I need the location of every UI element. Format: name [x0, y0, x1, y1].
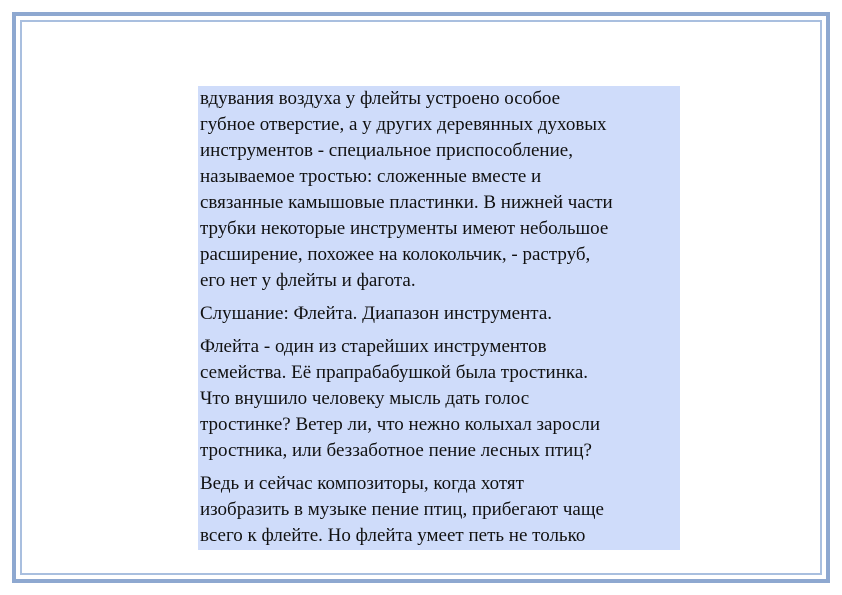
paragraph-flute-construction: вдувания воздуха у флейты устроено особое губное отверстие, а у других деревянных духовых инструментов - специальное приспособление, называемое тростью: сложенные вместе и связанные камышовые пластинки. В нижней части трубки некоторые инструменты имеют небольшое расширение, похожее на колокольчик, - раструб, его нет у флейты и фагота. — [200, 88, 613, 291]
paragraph-composers: Ведь и сейчас композиторы, когда хотят изобразить в музыке пение птиц, прибегают чаще всего к флейте. Но флейта умеет петь не только — [200, 473, 604, 546]
text-box — [198, 86, 680, 550]
paragraph-listening: Слушание: Флейта. Диапазон инструмента. — [200, 303, 553, 324]
paragraph-flute-history: Флейта - один из старейших инструментов семейства. Её прапрабабушкой была тростинка. Что внушило человеку мысль дать голос тростинке? Ветер ли, что нежно колыхал заросли тростника, или беззаботное пение лесных птиц? — [200, 336, 601, 461]
